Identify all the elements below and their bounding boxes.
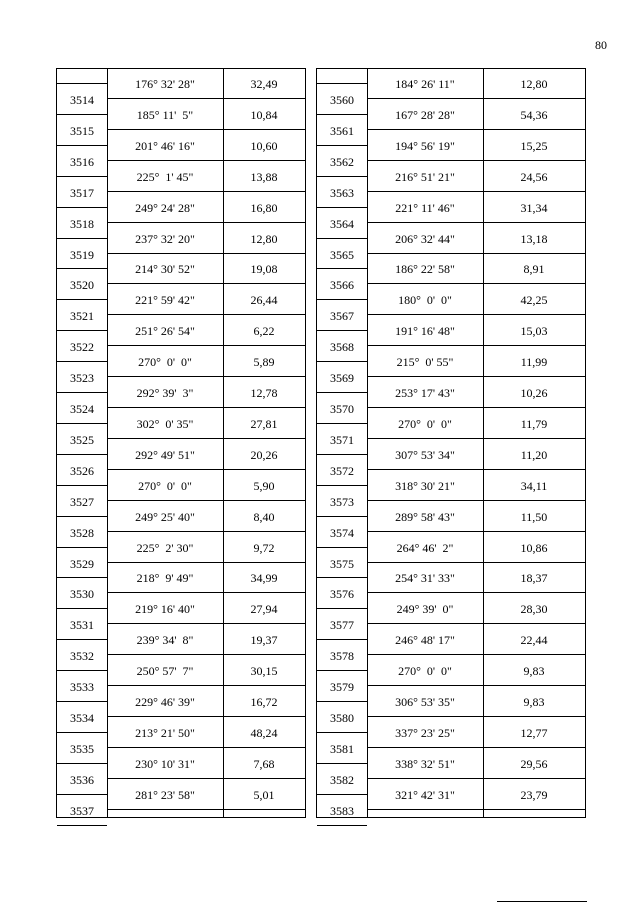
row-divider [367,345,585,346]
point-number: 3525 [70,432,94,447]
point-number: 3568 [330,340,354,355]
point-number: 3575 [330,556,354,571]
point-number: 3567 [330,309,354,324]
row-divider [107,562,305,563]
bearing-angle: 194° 56' 19" [395,138,455,153]
row-divider [57,114,107,115]
point-number: 3580 [330,711,354,725]
point-number: 3579 [330,680,354,695]
point-number: 3516 [70,154,94,169]
bearing-angle: 270° 0' 0" [138,478,192,493]
row-divider [57,330,107,331]
point-number: 3570 [330,402,354,416]
segment-distance: 10,60 [250,138,278,153]
bearing-angle: 186° 22' 58" [395,262,455,277]
bearing-angle: 221° 11' 46" [395,200,455,215]
bearing-angle: 254° 31' 33" [395,571,455,586]
segment-distance: 9,83 [523,664,545,679]
bearing-angle: 225° 1' 45" [136,169,194,184]
row-divider [57,268,107,269]
segment-distance: 15,03 [520,324,548,339]
row-divider [317,423,367,424]
row-divider [317,207,367,208]
row-divider [317,825,367,826]
point-number: 3521 [70,309,94,324]
row-divider [57,392,107,393]
point-number: 3576 [330,587,354,602]
segment-distance: 19,37 [250,633,278,648]
row-divider [317,485,367,486]
row-divider [57,639,107,640]
row-divider [367,685,585,686]
row-divider [317,794,367,795]
bearing-angle: 237° 32' 20" [135,231,195,246]
point-number: 3571 [330,432,354,447]
row-divider [57,299,107,300]
row-divider [317,83,367,84]
bearing-angle: 251° 26' 54" [135,324,195,339]
segment-distance: 6,22 [253,324,275,339]
segment-distance: 10,84 [250,107,278,122]
row-divider [317,547,367,548]
row-divider [107,253,305,254]
point-number: 3532 [70,649,94,664]
row-divider [317,577,367,578]
row-divider [107,376,305,377]
segment-distance: 11,79 [520,416,548,431]
row-divider [107,716,305,717]
row-divider [317,238,367,239]
point-number: 3577 [330,618,354,633]
row-divider [317,299,367,300]
row-divider [367,469,585,470]
row-divider [57,825,107,826]
bearing-angle: 216° 51' 21" [395,169,455,184]
point-number: 3530 [70,587,94,602]
segment-distance: 22,44 [520,633,548,648]
segment-distance: 34,11 [520,478,548,493]
bearing-angle: 270° 0' 0" [398,416,452,431]
row-divider [367,314,585,315]
row-divider [107,191,305,192]
point-number: 3569 [330,371,354,386]
segment-distance: 12,78 [250,386,278,400]
segment-distance: 29,56 [520,756,548,771]
row-divider [107,500,305,501]
row-divider [367,531,585,532]
segment-distance: 16,72 [250,695,278,709]
row-divider [57,547,107,548]
point-number: 3522 [70,340,94,355]
point-number: 3583 [330,803,354,818]
page-number: 80 [595,38,607,52]
segment-distance: 11,20 [520,447,548,462]
row-divider [107,129,305,130]
point-number: 3560 [330,93,354,107]
row-divider [57,608,107,609]
row-divider [57,145,107,146]
segment-distance: 16,80 [250,200,278,215]
row-divider [367,438,585,439]
row-divider [317,516,367,517]
segment-distance: 34,99 [250,571,278,586]
bearing-angle: 214° 30' 52" [135,262,195,277]
bearing-angle: 185° 11' 5" [136,107,194,122]
bearing-angle: 191° 16' 48" [395,324,455,339]
point-number: 3527 [70,494,94,509]
segment-distance: 54,36 [520,107,548,122]
row-divider [107,222,305,223]
row-divider [367,654,585,655]
point-number: 3564 [330,216,354,231]
segment-distance: 12,80 [520,77,548,91]
bearing-angle: 167° 28' 28" [395,107,455,122]
bearing-angle: 302° 0' 35" [136,416,194,431]
point-number: 3519 [70,247,94,262]
segment-distance: 7,68 [253,756,275,771]
row-divider [107,345,305,346]
row-divider [317,361,367,362]
bearing-angle: 206° 32' 44" [395,231,455,246]
bearing-angle: 218° 9' 49" [136,571,194,586]
segment-distance: 11,50 [520,509,548,524]
segment-distance: 15,25 [520,138,548,153]
segment-distance: 5,01 [253,787,275,802]
row-divider [367,716,585,717]
row-divider [107,778,305,779]
row-divider [367,623,585,624]
row-divider [317,176,367,177]
bearing-angle: 250° 57' 7" [136,664,194,679]
point-number: 3581 [330,741,354,756]
segment-distance: 42,25 [520,293,548,308]
segment-distance: 26,44 [250,293,278,308]
bearing-angle: 230° 10' 31" [135,756,195,771]
bearing-angle: 180° 0' 0" [398,293,452,308]
segment-distance: 27,94 [250,602,278,617]
point-number: 3518 [70,216,94,231]
row-divider [107,160,305,161]
segment-distance: 13,18 [520,231,548,246]
row-divider [317,639,367,640]
row-divider [367,160,585,161]
point-number: 3528 [70,525,94,540]
point-number: 3536 [70,772,94,787]
row-divider [367,222,585,223]
bearing-angle: 307° 53' 34" [395,447,455,462]
row-divider [107,469,305,470]
segment-distance: 8,91 [523,262,545,277]
segment-distance: 5,90 [253,478,275,493]
row-divider [367,376,585,377]
row-divider [57,577,107,578]
point-number: 3520 [70,278,94,293]
footer-rule [497,901,587,902]
segment-distance: 20,26 [250,447,278,462]
segment-distance: 12,80 [250,231,278,246]
row-divider [367,253,585,254]
point-number: 3582 [330,772,354,787]
row-divider [367,98,585,99]
row-divider [57,485,107,486]
segment-distance: 30,15 [250,664,278,679]
row-divider [107,809,305,810]
point-number: 3515 [70,123,94,138]
row-divider [57,83,107,84]
bearing-angle: 337° 23' 25" [395,725,455,740]
segment-distance: 24,56 [520,169,548,184]
bearing-angle: 225° 2' 30" [136,540,194,555]
row-divider [317,454,367,455]
row-divider [57,423,107,424]
bearing-angle: 318° 30' 21" [395,478,455,493]
row-divider [317,701,367,702]
point-number: 3578 [330,649,354,664]
row-divider [107,98,305,99]
point-number: 3561 [330,123,354,138]
segment-distance: 18,37 [520,571,548,586]
row-divider [57,238,107,239]
point-number: 3514 [70,93,94,107]
row-divider [367,562,585,563]
row-divider [107,685,305,686]
row-divider [57,176,107,177]
segment-distance: 10,86 [520,540,548,555]
row-divider [317,268,367,269]
point-number: 3531 [70,618,94,633]
segment-distance: 31,34 [520,200,548,215]
segment-distance: 11,99 [520,355,548,370]
segment-distance: 27,81 [250,416,278,431]
row-divider [57,361,107,362]
row-divider [107,623,305,624]
bearing-angle: 229° 46' 39" [135,695,195,709]
point-number: 3524 [70,402,94,416]
row-divider [107,314,305,315]
row-divider [57,516,107,517]
row-divider [367,778,585,779]
row-divider [57,454,107,455]
row-divider [57,732,107,733]
point-number: 3533 [70,680,94,695]
bearing-angle: 239° 34' 8" [136,633,194,648]
bearing-angle: 249° 24' 28" [135,200,195,215]
row-divider [317,670,367,671]
row-divider [367,283,585,284]
bearing-angle: 292° 49' 51" [135,447,195,462]
row-divider [317,732,367,733]
row-divider [57,701,107,702]
bearing-angle: 338° 32' 51" [395,756,455,771]
coordinates-table-left [56,68,306,818]
bearing-angle: 281° 23' 58" [135,787,195,802]
row-divider [367,191,585,192]
bearing-angle: 215° 0' 55" [396,355,454,370]
point-number: 3562 [330,154,354,169]
bearing-angle: 306° 53' 35" [395,695,455,709]
row-divider [367,747,585,748]
row-divider [107,531,305,532]
segment-distance: 12,77 [520,725,548,740]
row-divider [367,407,585,408]
segment-distance: 13,88 [250,169,278,184]
bearing-angle: 184° 26' 11" [395,77,455,91]
bearing-angle: 264° 46' 2" [396,540,454,555]
bearing-angle: 213° 21' 50" [135,725,195,740]
row-divider [57,207,107,208]
segment-distance: 9,83 [523,695,545,709]
point-number: 3534 [70,711,94,725]
segment-distance: 8,40 [253,509,275,524]
point-number: 3565 [330,247,354,262]
point-number: 3573 [330,494,354,509]
bearing-angle: 221° 59' 42" [135,293,195,308]
bearing-angle: 321° 42' 31" [395,787,455,802]
row-divider [317,608,367,609]
row-divider [317,392,367,393]
row-divider [107,438,305,439]
row-divider [107,407,305,408]
bearing-angle: 176° 32' 28" [135,77,195,91]
bearing-angle: 249° 39' 0" [396,602,454,617]
row-divider [107,747,305,748]
bearing-angle: 253° 17' 43" [395,386,455,400]
segment-distance: 9,72 [253,540,275,555]
point-number: 3572 [330,463,354,478]
row-divider [317,330,367,331]
row-divider [317,763,367,764]
bearing-angle: 270° 0' 0" [138,355,192,370]
segment-distance: 28,30 [520,602,548,617]
row-divider [317,114,367,115]
segment-distance: 19,08 [250,262,278,277]
point-number: 3529 [70,556,94,571]
coordinates-table-right [316,68,586,818]
row-divider [57,670,107,671]
row-divider [57,763,107,764]
point-number: 3517 [70,185,94,200]
segment-distance: 5,89 [253,355,275,370]
point-number: 3537 [70,803,94,818]
row-divider [107,654,305,655]
point-number: 3535 [70,741,94,756]
bearing-angle: 289° 58' 43" [395,509,455,524]
row-divider [57,794,107,795]
row-divider [107,592,305,593]
point-number: 3563 [330,185,354,200]
point-number: 3566 [330,278,354,293]
point-number: 3574 [330,525,354,540]
bearing-angle: 270° 0' 0" [398,664,452,679]
point-number: 3526 [70,463,94,478]
bearing-angle: 201° 46' 16" [135,138,195,153]
row-divider [317,145,367,146]
bearing-angle: 219° 16' 40" [135,602,195,617]
bearing-angle: 292° 39' 3" [136,386,194,400]
row-divider [367,129,585,130]
segment-distance: 48,24 [250,725,278,740]
segment-distance: 23,79 [520,787,548,802]
row-divider [367,809,585,810]
bearing-angle: 249° 25' 40" [135,509,195,524]
point-number: 3523 [70,371,94,386]
row-divider [107,283,305,284]
segment-distance: 10,26 [520,386,548,400]
bearing-angle: 246° 48' 17" [395,633,455,648]
row-divider [367,592,585,593]
row-divider [367,500,585,501]
segment-distance: 32,49 [250,77,278,91]
